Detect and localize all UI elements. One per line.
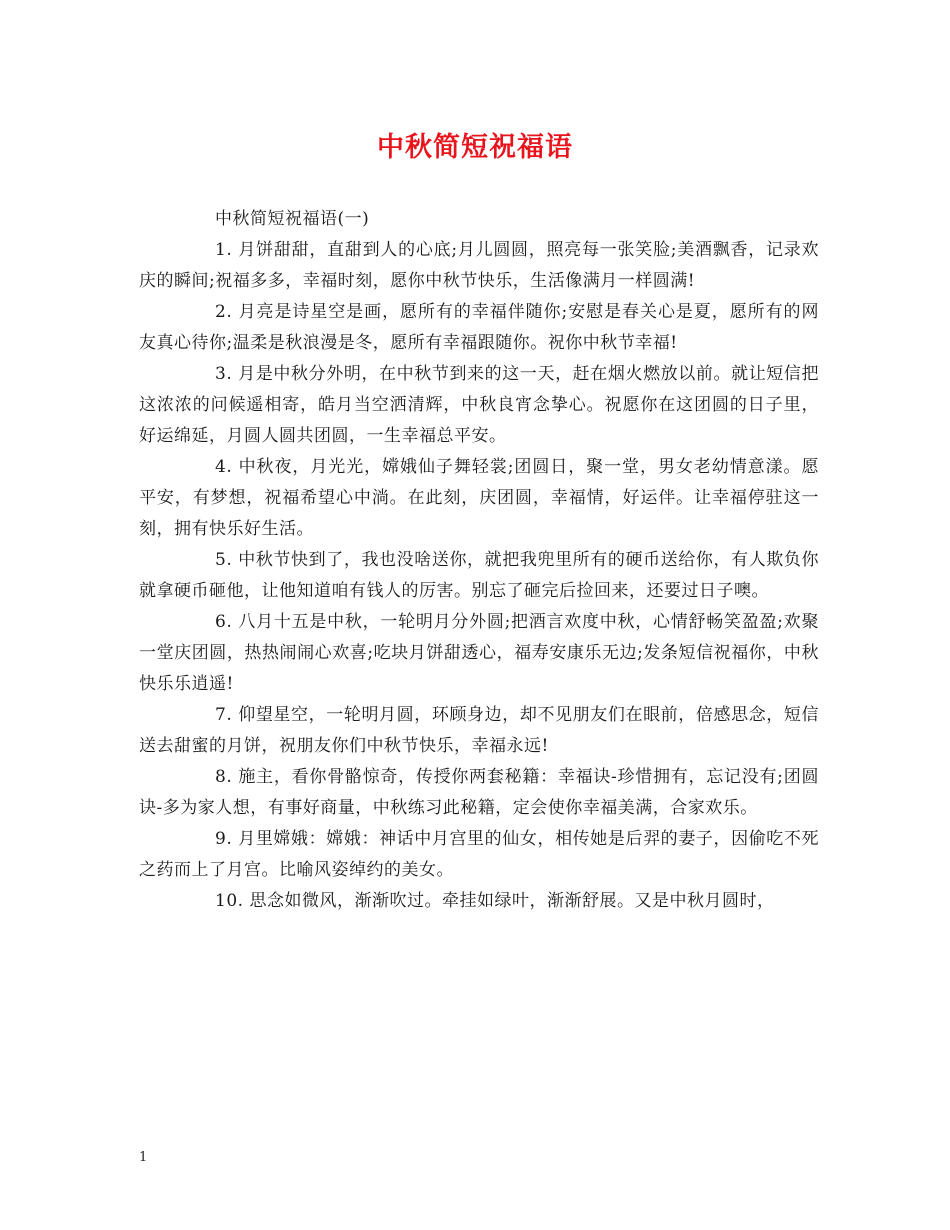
paragraph-8: 8. 施主，看你骨骼惊奇，传授你两套秘籍：幸福诀-珍惜拥有，忘记没有;团圆诀-多为家人想，有事好商量，中秋练习此秘籍，定会使你幸福美满，合家欢乐。: [139, 767, 819, 818]
paragraph-9: 9. 月里嫦娥：嫦娥：神话中月宫里的仙女，相传她是后羿的妻子，因偷吃不死之药而上了月宫。比喻风姿绰约的美女。: [139, 829, 819, 880]
paragraph-1: 1. 月饼甜甜，直甜到人的心底;月儿圆圆，照亮每一张笑脸;美酒飘香，记录欢庆的瞬间;祝福多多，幸福时刻，愿你中秋节快乐，生活像满月一样圆满!: [139, 240, 819, 291]
section-heading: 中秋简短祝福语(一): [215, 209, 370, 229]
paragraph-5: 5. 中秋节快到了，我也没啥送你，就把我兜里所有的硬币送给你，有人欺负你就拿硬币砸他，让他知道咱有钱人的厉害。别忘了砸完后捡回来，还要过日子噢。: [139, 550, 819, 601]
paragraph-2: 2. 月亮是诗星空是画，愿所有的幸福伴随你;安慰是春关心是夏，愿所有的网友真心待你;温柔是秋浪漫是冬，愿所有幸福跟随你。祝你中秋节幸福!: [139, 302, 819, 353]
paragraph-7: 7. 仰望星空，一轮明月圆，环顾身边，却不见朋友们在眼前，倍感思念，短信送去甜蜜的月饼，祝朋友你们中秋节快乐，幸福永远!: [139, 705, 819, 756]
document-body: [139, 204, 819, 917]
page-number: 1: [139, 1150, 148, 1165]
paragraph-3: 3. 月是中秋分外明，在中秋节到来的这一天，赶在烟火燃放以前。就让短信把这浓浓的问候遥相寄，皓月当空洒清辉，中秋良宵念挚心。祝愿你在这团圆的日子里，好运绵延，月圆人圆共团圆，一生幸福总平安。: [139, 364, 819, 446]
paragraph-4: 4. 中秋夜，月光光，嫦娥仙子舞轻裳;团圆日，聚一堂，男女老幼情意漾。愿平安，有梦想，祝福希望心中淌。在此刻，庆团圆，幸福情，好运伴。让幸福停驻这一刻，拥有快乐好生活。: [139, 457, 819, 539]
paragraph-6: 6. 八月十五是中秋，一轮明月分外圆;把酒言欢度中秋，心情舒畅笑盈盈;欢聚一堂庆团圆，热热闹闹心欢喜;吃块月饼甜透心，福寿安康乐无边;发条短信祝福你，中秋快乐乐逍遥!: [139, 612, 819, 694]
paragraph-10: 10. 思念如微风，渐渐吹过。牵挂如绿叶，渐渐舒展。又是中秋月圆时，: [215, 891, 775, 911]
document-title: 中秋简短祝福语: [377, 132, 573, 163]
